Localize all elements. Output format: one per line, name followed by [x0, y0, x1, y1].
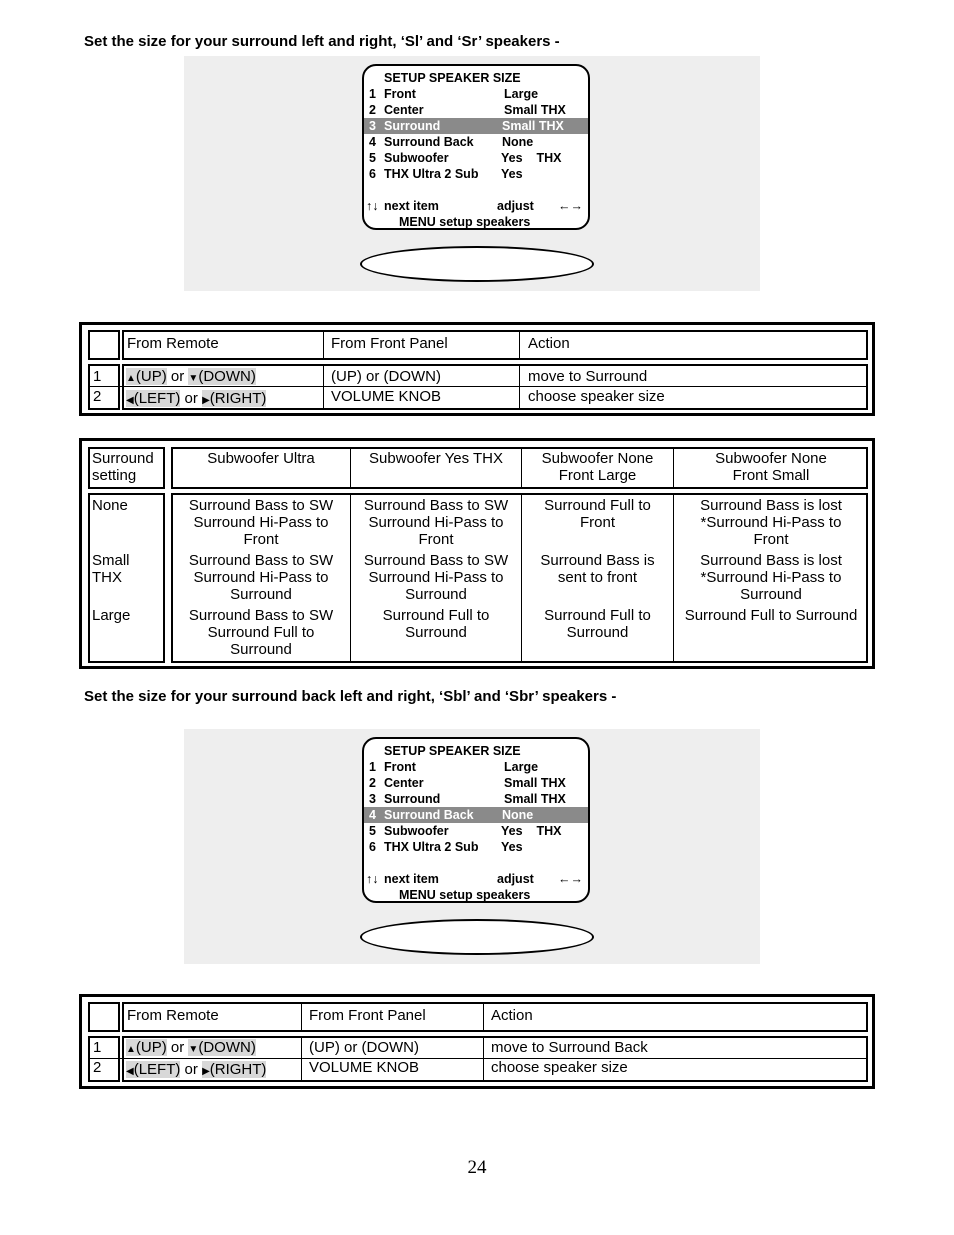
- osd-row-value: Small THX: [504, 792, 566, 806]
- down-triangle-icon: ▼: [188, 1044, 199, 1055]
- osd-nav-label: next item: [384, 199, 439, 213]
- section-heading-surround-back: Set the size for your surround back left and right, ‘Sbl’ and ‘Sbr’ speakers -: [84, 688, 617, 705]
- header-subwoofer-none-front-small: Subwoofer None Front Small: [715, 450, 827, 484]
- remote-left-right: ◀(LEFT) or ▶(RIGHT): [126, 390, 267, 407]
- osd-panel: [184, 729, 760, 964]
- osd-row-value: Large: [504, 87, 539, 101]
- matrix-cell: Surround Full to Surround: [382, 607, 490, 641]
- action-text: choose speaker size: [528, 388, 665, 405]
- osd-panel: [184, 56, 760, 291]
- osd-row-value: Small THX: [504, 103, 566, 117]
- remote-left-right: ◀(LEFT) or ▶(RIGHT): [126, 1061, 267, 1078]
- osd-row-num: 3: [369, 792, 376, 806]
- osd-row-value: Yes: [501, 840, 523, 854]
- osd-menu-label: MENU setup speakers: [399, 888, 531, 902]
- osd-row-num: 4: [369, 135, 376, 149]
- header-action: Action: [528, 335, 570, 352]
- row-number: 2: [93, 388, 102, 405]
- front-panel-up-down: (UP) or (DOWN): [331, 368, 441, 385]
- front-panel-volume-knob: VOLUME KNOB: [331, 388, 442, 405]
- matrix-cell: Surround Bass to SW Surround Hi-Pass to Surround: [363, 552, 509, 603]
- row-label-large: Large: [92, 607, 131, 624]
- row-number: 1: [93, 1039, 102, 1056]
- osd-row-num: 3: [369, 119, 376, 133]
- down-triangle-icon: ▼: [188, 373, 199, 384]
- osd-row-value: Yes: [501, 167, 523, 181]
- osd-row-num: 4: [369, 808, 376, 822]
- left-right-arrows-icon: ←→: [558, 199, 583, 213]
- matrix-cell: Surround Bass is lost *Surround Hi-Pass to Surround: [700, 552, 842, 603]
- osd-row-num: 2: [369, 776, 376, 790]
- osd-row-name: Front: [384, 760, 416, 774]
- section-heading-surround: Set the size for your surround left and right, ‘Sl’ and ‘Sr’ speakers -: [84, 33, 560, 50]
- surround-subwoofer-matrix: [79, 438, 875, 669]
- osd-row-value: Small THX: [502, 119, 564, 133]
- up-triangle-icon: ▲: [126, 1044, 136, 1055]
- page-number: 24: [467, 1157, 487, 1178]
- osd-row-num: 6: [369, 840, 376, 854]
- osd-row-name: THX Ultra 2 Sub: [384, 167, 479, 181]
- osd-row-num: 1: [369, 760, 376, 774]
- matrix-cell: Surround Full to Surround: [544, 607, 651, 641]
- header-action: Action: [491, 1007, 533, 1024]
- osd-row-name: Center: [384, 103, 424, 117]
- osd-row-name: Front: [384, 87, 416, 101]
- osd-row-name: Surround Back: [384, 808, 474, 822]
- osd-title: SETUP SPEAKER SIZE: [384, 71, 521, 85]
- controls-table: [79, 994, 875, 1089]
- matrix-cell: Surround Bass to SW Surround Hi-Pass to Front: [363, 497, 509, 548]
- row-label-none: None: [92, 497, 128, 514]
- osd-row-name: THX Ultra 2 Sub: [384, 840, 479, 854]
- osd-row-value: Yes THX: [501, 151, 562, 165]
- action-text: move to Surround Back: [491, 1039, 648, 1056]
- matrix-cell: Surround Full to Surround: [684, 607, 858, 624]
- osd-screen: [362, 737, 590, 903]
- matrix-cell: Surround Full to Front: [544, 497, 651, 531]
- header-from-remote: From Remote: [127, 1007, 219, 1024]
- osd-row-num: 2: [369, 103, 376, 117]
- right-triangle-icon: ▶: [202, 1066, 210, 1077]
- matrix-cell: Surround Bass is lost *Surround Hi-Pass to Front: [700, 497, 842, 548]
- matrix-cell: Surround Bass to SW Surround Hi-Pass to Surround: [188, 552, 334, 603]
- osd-row-value: Large: [504, 760, 539, 774]
- matrix-cell: Surround Bass to SW Surround Full to Surround: [188, 607, 334, 658]
- matrix-corner: Surround setting: [92, 450, 154, 484]
- up-down-arrows-icon: ↑↓: [366, 872, 379, 886]
- header-from-remote: From Remote: [127, 335, 219, 352]
- front-panel-up-down: (UP) or (DOWN): [309, 1039, 419, 1056]
- osd-row-name: Surround Back: [384, 135, 474, 149]
- osd-row-num: 5: [369, 151, 376, 165]
- controls-table: [79, 322, 875, 416]
- display-window: [360, 246, 594, 282]
- header-subwoofer-yes-thx: Subwoofer Yes THX: [369, 450, 503, 467]
- right-triangle-icon: ▶: [202, 395, 210, 406]
- osd-row-name: Center: [384, 776, 424, 790]
- osd-adjust-label: adjust: [497, 199, 534, 213]
- up-down-arrows-icon: ↑↓: [366, 199, 379, 213]
- osd-row-num: 5: [369, 824, 376, 838]
- osd-nav-label: next item: [384, 872, 439, 886]
- row-label-small-thx: Small THX: [92, 552, 130, 586]
- matrix-cell: Surround Bass is sent to front: [540, 552, 655, 586]
- row-number: 2: [93, 1059, 102, 1076]
- left-triangle-icon: ◀: [126, 395, 134, 406]
- osd-row-num: 1: [369, 87, 376, 101]
- header-from-front-panel: From Front Panel: [331, 335, 448, 352]
- up-triangle-icon: ▲: [126, 373, 136, 384]
- left-right-arrows-icon: ←→: [558, 872, 583, 886]
- osd-row-name: Surround: [384, 119, 441, 133]
- osd-row-name: Subwoofer: [384, 151, 449, 165]
- osd-title: SETUP SPEAKER SIZE: [384, 744, 521, 758]
- remote-up-down: ▲(UP) or ▼(DOWN): [126, 1039, 256, 1056]
- osd-row-value: Small THX: [504, 776, 566, 790]
- action-text: move to Surround: [528, 368, 648, 385]
- front-panel-volume-knob: VOLUME KNOB: [309, 1059, 420, 1076]
- osd-row-name: Surround: [384, 792, 441, 806]
- left-triangle-icon: ◀: [126, 1066, 134, 1077]
- osd-adjust-label: adjust: [497, 872, 534, 886]
- remote-up-down: ▲(UP) or ▼(DOWN): [126, 368, 256, 385]
- action-text: choose speaker size: [491, 1059, 628, 1076]
- row-number: 1: [93, 368, 102, 385]
- header-from-front-panel: From Front Panel: [309, 1007, 426, 1024]
- osd-row-value: None: [502, 135, 534, 149]
- matrix-cell: Surround Bass to SW Surround Hi-Pass to Front: [188, 497, 334, 548]
- osd-menu-label: MENU setup speakers: [399, 215, 531, 229]
- osd-screen: [362, 64, 590, 230]
- osd-row-name: Subwoofer: [384, 824, 449, 838]
- display-window: [360, 919, 594, 955]
- osd-row-value: None: [502, 808, 534, 822]
- header-subwoofer-none-front-large: Subwoofer None Front Large: [541, 450, 654, 484]
- osd-row-num: 6: [369, 167, 376, 181]
- header-subwoofer-ultra: Subwoofer Ultra: [207, 450, 315, 467]
- osd-row-value: Yes THX: [501, 824, 562, 838]
